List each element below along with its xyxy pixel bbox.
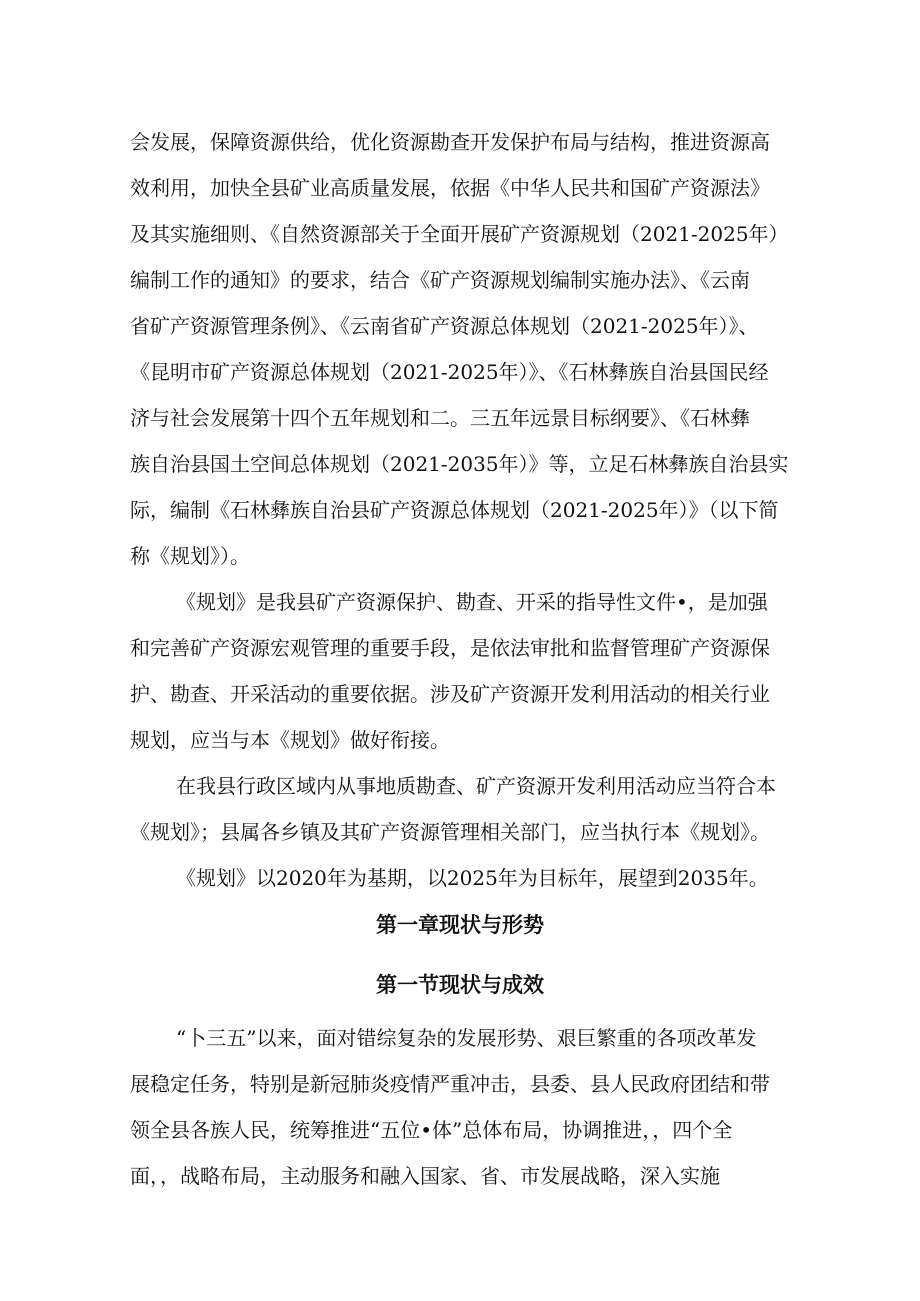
paragraph-line: “卜三五”以来，面对错综复杂的发展形势、艰巨繁重的各项改革发: [176, 1026, 757, 1050]
paragraph-line: 编制工作的通知》的要求，结合《矿产资源规划编制实施办法》、《云南: [130, 268, 750, 292]
paragraph-line: 《规划》；县属各乡镇及其矿产资源管理相关部门，应当执行本《规划》。: [130, 820, 770, 844]
paragraph-line: 规划，应当与本《规划》做好衔接。: [130, 728, 450, 752]
paragraph-line: 称《规划》）。: [130, 544, 250, 568]
paragraph-line: 会发展，保障资源供给，优化资源勘查开发保护布局与结构，推进资源高: [130, 130, 770, 154]
paragraph-line: 《昆明市矿产资源总体规划（2021-2025年）》、《石林彝族自治县国民经: [130, 360, 769, 384]
paragraph-line: 《规划》是我县矿产资源保护、勘查、开采的指导性文件•，是加强: [176, 590, 768, 614]
paragraph-line: 和完善矿产资源宏观管理的重要手段，是依法审批和监督管理矿产资源保: [130, 636, 770, 660]
paragraph-line: 展稳定任务，特别是新冠肺炎疫情严重冲击，县委、县人民政府团结和带: [130, 1072, 770, 1096]
section-title: 第一节现状与成效: [376, 973, 544, 997]
paragraph-line: 及其实施细则、《自然资源部关于全面开展矿产资源规划（2021-2025年）: [130, 222, 789, 246]
paragraph-line: 效利用，加快全县矿业高质量发展，依据《中华人民共和国矿产资源法》: [130, 176, 770, 200]
paragraph-line: 领全县各族人民，统筹推进“五位•体”总体布局，协调推进，，四个全: [130, 1118, 733, 1142]
paragraph-line: 省矿产资源管理条例》、《云南省矿产资源总体规划（2021-2025年）》、: [130, 314, 759, 338]
paragraph-line: 《规划》以2020年为基期，以2025年为目标年，展望到2035年。: [176, 866, 769, 890]
paragraph-line: 护、勘查、开采活动的重要依据。涉及矿产资源开发利用活动的相关行业: [130, 682, 770, 706]
paragraph-line: 际，编制《石林彝族自治县矿产资源总体规划（2021-2025年）》（以下简: [130, 498, 779, 522]
paragraph-line: 面，，战略布局，主动服务和融入国家、省、市发展战略，深入实施: [130, 1164, 720, 1188]
paragraph-line: 族自治县国土空间总体规划（2021-2035年）》等，立足石林彝族自治县实: [130, 452, 789, 476]
paragraph-line: 济与社会发展第十四个五年规划和二。三五年远景目标纲要》、《石林彝: [130, 406, 750, 430]
paragraph-line: 在我县行政区域内从事地质勘查、矿产资源开发利用活动应当符合本: [176, 774, 776, 798]
chapter-title: 第一章现状与形势: [376, 913, 544, 937]
